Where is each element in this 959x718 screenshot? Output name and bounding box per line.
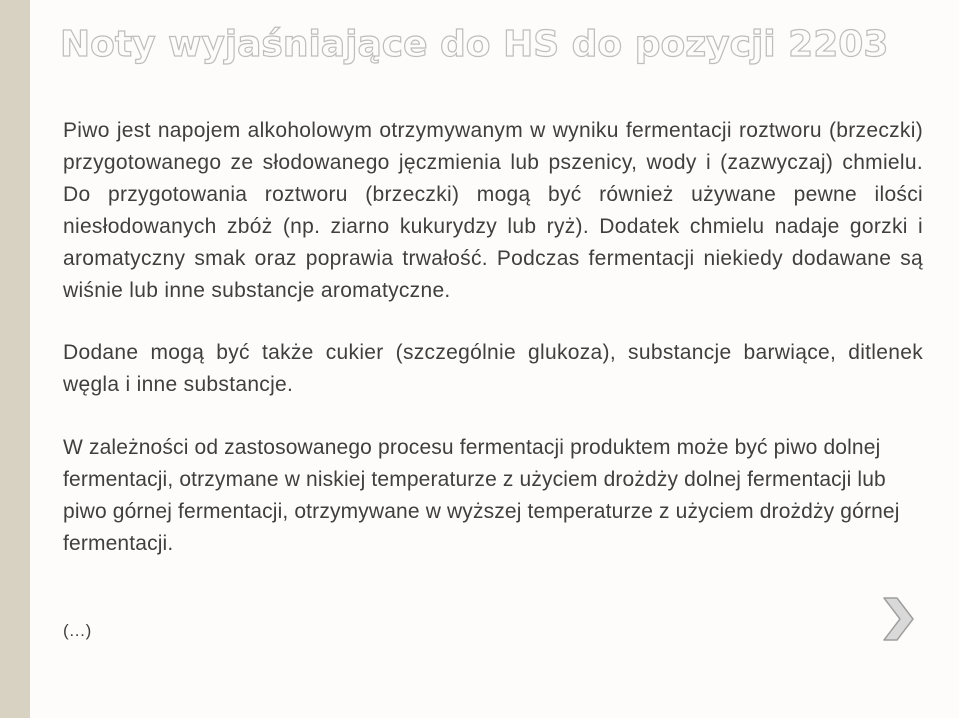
slide-title: Noty wyjaśniające do HS do pozycji 2203 xyxy=(60,24,889,65)
paragraph-beer-definition: Piwo jest napojem alkoholowym otrzymywanym w wyniku fermentacji roztworu (brzeczki) przygotowanego ze słodowanego jęczmienia lub pszenicy, wody i (zazwyczaj) chmielu. Do przygotowania roztworu (brzeczki) mogą być również używane pewne ilości niesłodowanych zbóż (np. ziarno kukurydzy lub ryż). Dodatek chmielu nadaje gorzki i aromatyczny smak oraz poprawia trwałość. Podczas fermentacji niekiedy dodawane są wiśnie lub inne substancje aromatyczne. xyxy=(63,119,923,302)
next-slide-button[interactable] xyxy=(880,596,916,642)
paragraph-fermentation-types: W zależności od zastosowanego procesu fermentacji produktem może być piwo dolnej fermentacji, otrzymane w niskiej temperaturze z użyciem drożdży dolnej fermentacji lub piwo górnej fermentacji, otrzymywane w wyższej temperaturze z użyciem drożdży górnej fermentacji. xyxy=(63,436,900,555)
slide-body xyxy=(63,115,923,560)
chevron-right-icon xyxy=(880,596,916,642)
paragraph-additives: Dodane mogą być także cukier (szczególnie glukoza), substancje barwiące, ditlenek węgla i inne substancje. xyxy=(63,341,923,396)
continuation-ellipsis: (…) xyxy=(63,621,92,640)
left-accent-bar xyxy=(0,0,30,718)
